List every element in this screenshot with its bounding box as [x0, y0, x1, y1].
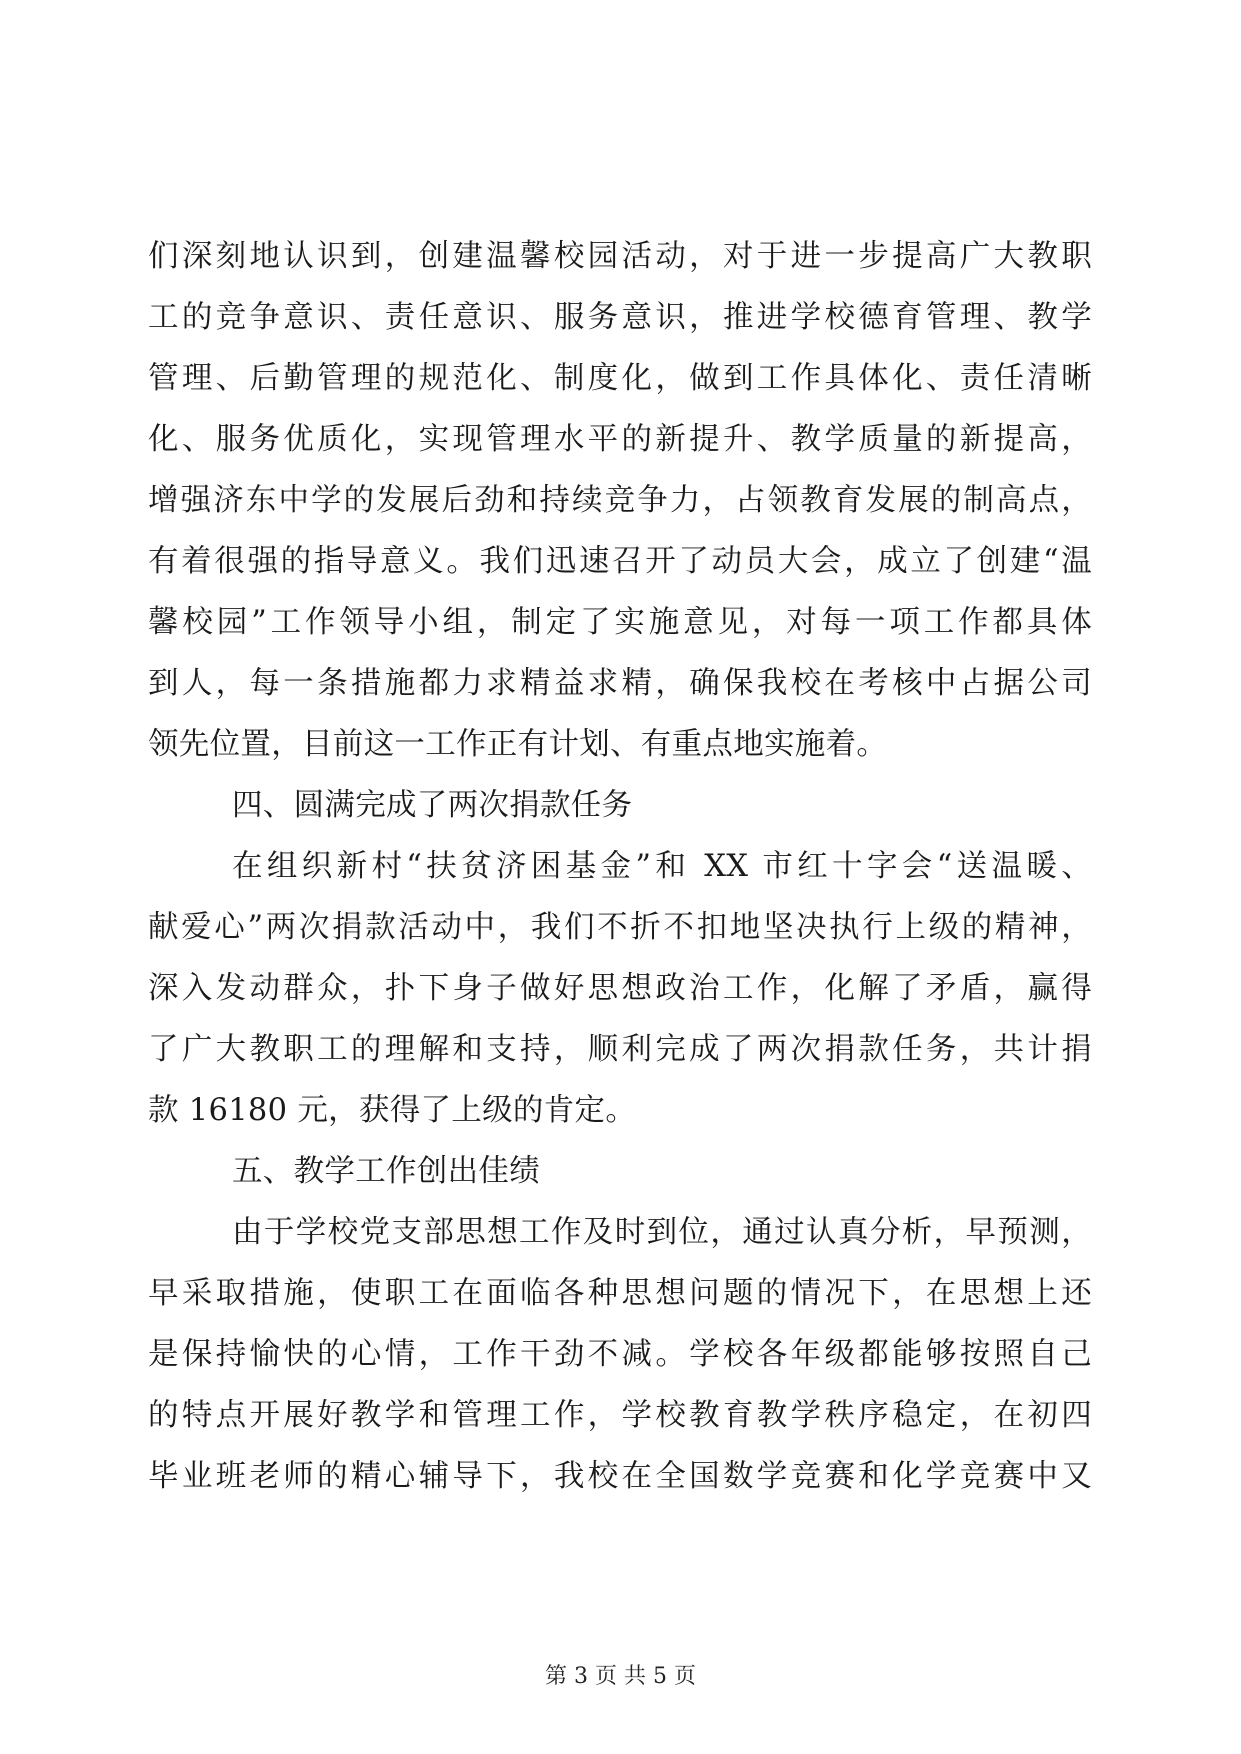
page-footer	[0, 1662, 1241, 1692]
text-line: 在组织新村“扶贫济困基金”和 XX 市红十字会“送温暖、	[232, 849, 1092, 884]
body-text	[148, 226, 1092, 1507]
text-line: 是保持愉快的心情，工作干劲不减。学校各年级都能够按照自己	[148, 1337, 1092, 1372]
text-line: 早采取措施，使职工在面临各种思想问题的情况下，在思想上还	[148, 1276, 1092, 1311]
text-line: 增强济东中学的发展后劲和持续竞争力，占领教育发展的制高点，	[148, 483, 1092, 518]
text-line: 献爱心”两次捐款活动中，我们不折不扣地坚决执行上级的精神，	[148, 910, 1092, 945]
text-line: 馨校园”工作领导小组，制定了实施意见，对每一项工作都具体	[148, 605, 1092, 640]
text-line: 深入发动群众，扑下身子做好思想政治工作，化解了矛盾，赢得	[148, 971, 1092, 1006]
page-number-label: 第 3 页 共 5 页	[545, 1664, 696, 1689]
text-line: 由于学校党支部思想工作及时到位，通过认真分析，早预测，	[232, 1215, 1092, 1250]
text-line: 有着很强的指导意义。我们迅速召开了动员大会，成立了创建“温	[148, 544, 1092, 579]
text-line: 款 16180 元，获得了上级的肯定。	[148, 1093, 637, 1128]
text-line: 工的竞争意识、责任意识、服务意识，推进学校德育管理、教学	[148, 300, 1092, 335]
text-line: 们深刻地认识到，创建温馨校园活动，对于进一步提高广大教职	[148, 239, 1092, 274]
text-line: 的特点开展好教学和管理工作，学校教育教学秩序稳定，在初四	[148, 1398, 1092, 1433]
section-heading: 五、教学工作创出佳绩	[232, 1154, 540, 1189]
text-line: 到人，每一条措施都力求精益求精，确保我校在考核中占据公司	[148, 666, 1092, 701]
text-line: 领先位置，目前这一工作正有计划、有重点地实施着。	[148, 727, 888, 762]
text-line: 了广大教职工的理解和支持，顺利完成了两次捐款任务，共计捐	[148, 1032, 1092, 1067]
text-line: 化、服务优质化，实现管理水平的新提升、教学质量的新提高，	[148, 422, 1092, 457]
text-line: 毕业班老师的精心辅导下，我校在全国数学竞赛和化学竞赛中又	[148, 1459, 1092, 1494]
section-heading: 四、圆满完成了两次捐款任务	[232, 788, 633, 823]
text-line: 管理、后勤管理的规范化、制度化，做到工作具体化、责任清晰	[148, 361, 1092, 396]
